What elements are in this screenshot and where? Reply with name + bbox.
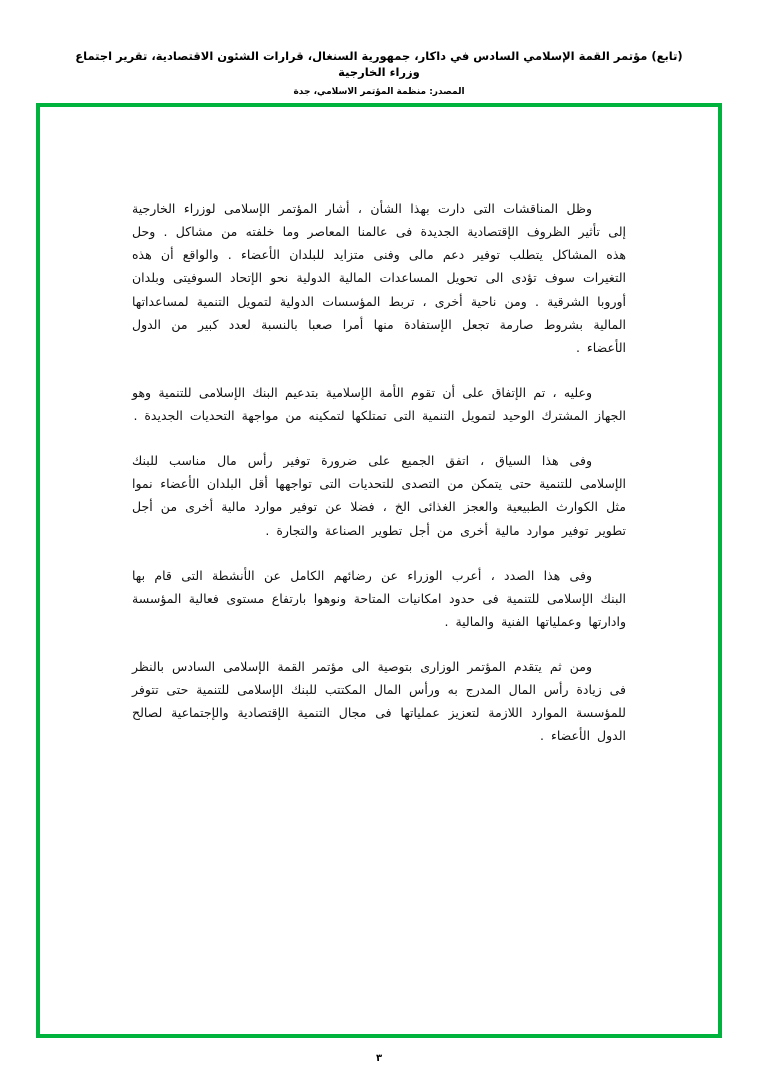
- body-paragraph: وفى هذا الصدد ، أعرب الوزراء عن رضائهم الكامل عن الأنشطة التى قام بها البنك الإسلامى للتنمية فى حدود امكانيات المتاحة ونوهوا بارتفاع مستوى فعالية المؤسسة وادارتها وعملياتها الفنية والمالية .: [132, 567, 626, 629]
- header-source: المصدر: منظمة المؤتمر الاسلامي، جدة: [293, 87, 465, 98]
- body-paragraph: وعليه ، تم الإتفاق على أن تقوم الأمة الإسلامية بتدعيم البنك الإسلامى للتنمية وهو الجهاز المشترك الوحيد لتمويل التنمية التى تمتلكها لتمكينه من مواجهة التحديات الجديدة .: [132, 384, 626, 423]
- document-body: [132, 197, 626, 770]
- header-title: (تابع) مؤتمر القمة الإسلامي السادس في داكار، جمهورية السنغال، قرارات الشئون الاقتصادية، تقرير اجتماع وزراء الخارجية: [75, 49, 683, 80]
- body-paragraph: وفى هذا السياق ، اتفق الجميع على ضرورة توفير رأس مال مناسب للبنك الإسلامى للتنمية حتى يتمكن من التصدى للتحديات التى تواجهها أقل البلدان الأعضاء نموا مثل الكوارث الطبيعية والعجز الغذائى الخ ، فضلا عن توفير موارد مالية أخرى من أجل تطوير توفير موارد مالية أخرى من أجل تطوير الصناعة والتجارة .: [132, 453, 626, 538]
- page-number: ٣: [375, 1053, 383, 1064]
- body-paragraph: ومن ثم يتقدم المؤتمر الوزارى بتوصية الى مؤتمر القمة الإسلامى السادس بالنظر فى زيادة رأس المال المدرج به ورأس المال المكتتب للبنك الإسلامى للتنمية حتى تتوفر للمؤسسة الموارد اللازمة لتعزيز عملياتها فى مجال التنمية الإقتصادية والإجتماعية لصالح الدول الأعضاء .: [132, 659, 626, 744]
- page-header: [0, 48, 758, 97]
- body-paragraph: وظل المناقشات التى دارت بهذا الشأن ، أشار المؤتمر الإسلامى لوزراء الخارجية إلى تأثير الظروف الإقتصادية الجديدة فى عالمنا المعاصر وما خلفته من مشاكل . وحل هذه المشاكل يتطلب توفير دعم مالى وفنى متزايد للبلدان الأعضاء . والواقع أن هذه التغيرات سوف تؤدى الى تحويل المساعدات المالية الدولية نحو الإتحاد السوفيتى وبلدان أوروبا الشرقية . ومن ناحية أخرى ، تربط المؤسسات الدولية لتمويل التنمية لمساعداتها المالية بشروط صارمة تجعل الإستفادة منها أمرا صعبا بالنسبة لعدد كبير من الدول الأعضاء .: [132, 201, 626, 355]
- content-frame: [36, 103, 722, 1038]
